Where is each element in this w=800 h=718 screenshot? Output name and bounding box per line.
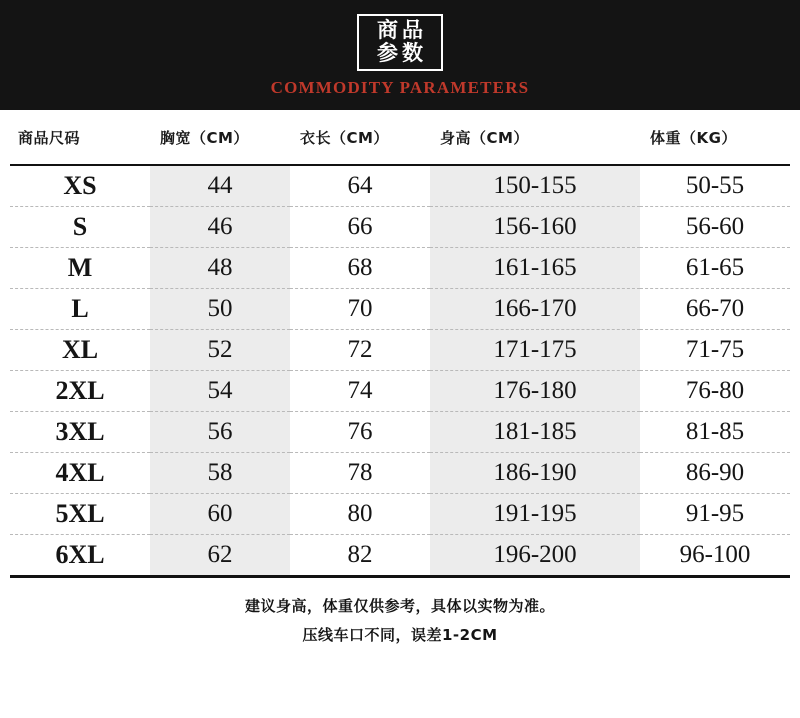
cell-weight: 91-95 [640,494,790,535]
table-row [10,207,790,248]
banner-title-box [357,14,443,70]
table-row [10,289,790,330]
cell-size: M [10,248,150,289]
cell-height: 156-160 [430,207,640,248]
column-header-weight: 体重（KG） [640,110,790,165]
table-row [10,371,790,412]
cell-length: 80 [290,494,430,535]
table-row [10,494,790,535]
table-row [10,248,790,289]
size-table-head [10,110,790,165]
cell-length: 66 [290,207,430,248]
table-bottom-divider [10,575,790,578]
header-row [10,110,790,165]
cell-weight: 81-85 [640,412,790,453]
cell-length: 74 [290,371,430,412]
table-row [10,535,790,576]
cell-length: 64 [290,165,430,207]
footer-note [0,592,800,649]
cell-height: 186-190 [430,453,640,494]
table-row [10,412,790,453]
cell-size: 3XL [10,412,150,453]
column-header-chest: 胸宽（CM） [150,110,290,165]
cell-height: 176-180 [430,371,640,412]
cell-weight: 66-70 [640,289,790,330]
cell-size: 5XL [10,494,150,535]
cell-chest: 46 [150,207,290,248]
cell-chest: 48 [150,248,290,289]
cell-chest: 60 [150,494,290,535]
cell-height: 181-185 [430,412,640,453]
cell-chest: 54 [150,371,290,412]
footer-line-1: 建议身高，体重仅供参考，具体以实物为准。 [244,597,555,615]
size-table [10,110,790,575]
cell-weight: 71-75 [640,330,790,371]
cell-size: XL [10,330,150,371]
table-row [10,165,790,207]
cell-weight: 61-65 [640,248,790,289]
header-banner [0,0,800,110]
cell-length: 70 [290,289,430,330]
banner-title-line1: 商品 [376,18,427,43]
cell-size: 4XL [10,453,150,494]
footer-line-2: 压线车口不同，误差1-2CM [302,625,498,644]
cell-height: 196-200 [430,535,640,576]
cell-chest: 44 [150,165,290,207]
cell-size: L [10,289,150,330]
cell-height: 150-155 [430,165,640,207]
column-header-size: 商品尺码 [10,110,150,165]
cell-height: 161-165 [430,248,640,289]
cell-height: 191-195 [430,494,640,535]
banner-title-line2: 参数 [376,40,427,65]
table-row [10,453,790,494]
cell-weight: 96-100 [640,535,790,576]
cell-chest: 52 [150,330,290,371]
cell-height: 171-175 [430,330,640,371]
cell-chest: 58 [150,453,290,494]
size-table-wrapper [0,110,800,575]
cell-size: 2XL [10,371,150,412]
cell-length: 76 [290,412,430,453]
cell-height: 166-170 [430,289,640,330]
cell-size: XS [10,165,150,207]
cell-length: 68 [290,248,430,289]
banner-content [271,14,530,97]
cell-chest: 50 [150,289,290,330]
cell-weight: 86-90 [640,453,790,494]
table-row [10,330,790,371]
cell-length: 78 [290,453,430,494]
column-header-height: 身高（CM） [430,110,640,165]
cell-weight: 76-80 [640,371,790,412]
cell-length: 72 [290,330,430,371]
column-header-length: 衣长（CM） [290,110,430,165]
cell-weight: 56-60 [640,207,790,248]
size-table-body [10,165,790,575]
banner-subtitle: COMMODITY PARAMETERS [270,77,530,97]
cell-chest: 62 [150,535,290,576]
cell-length: 82 [290,535,430,576]
cell-weight: 50-55 [640,165,790,207]
cell-chest: 56 [150,412,290,453]
cell-size: 6XL [10,535,150,576]
cell-size: S [10,207,150,248]
